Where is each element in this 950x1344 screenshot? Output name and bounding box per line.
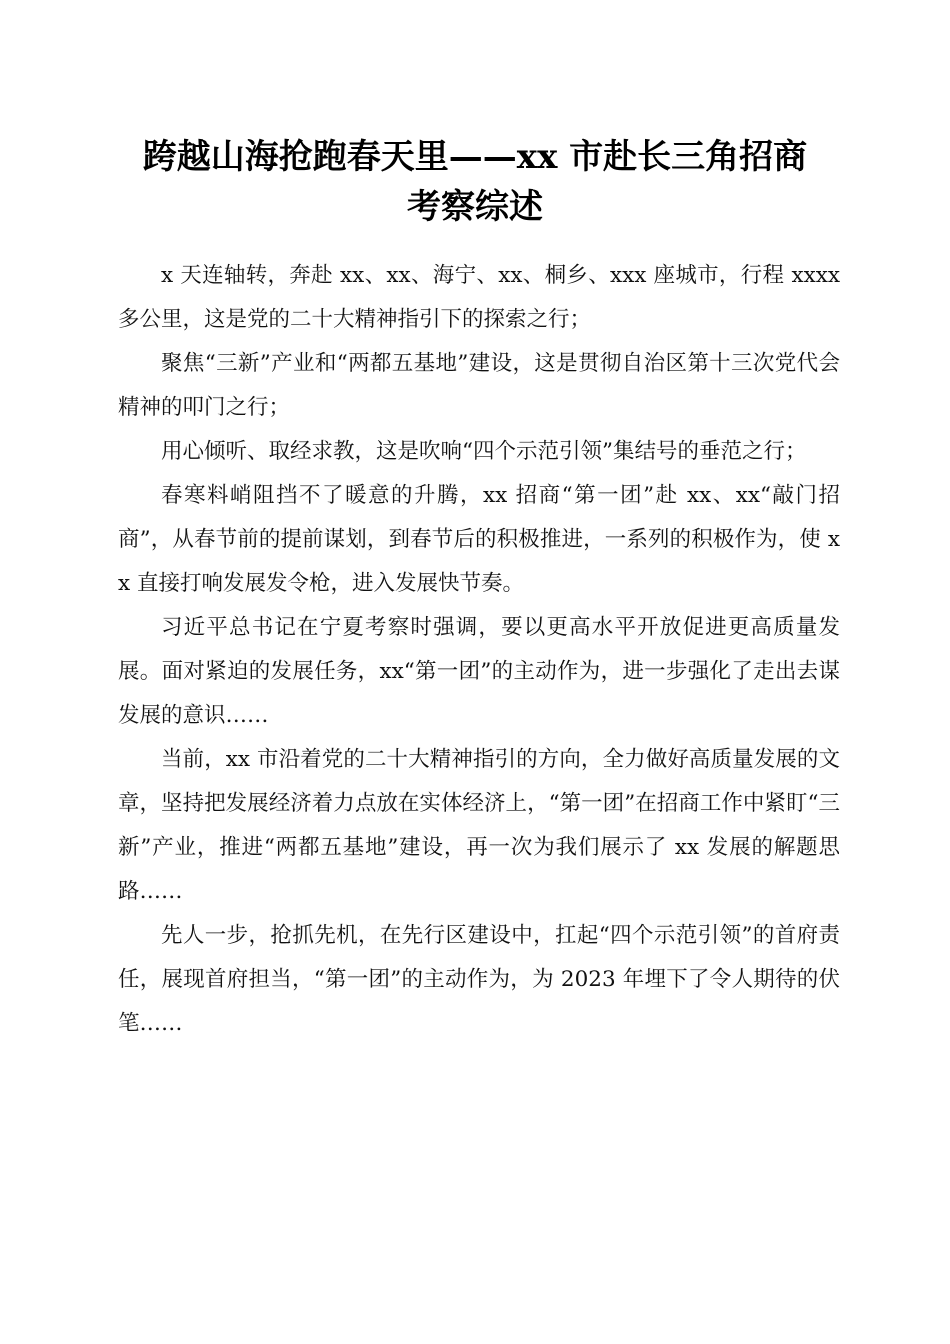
paragraph-6: 当前，xx 市沿着党的二十大精神指引的方向，全力做好高质量发展的文章，坚持把发展经济着力点放在实体经济上，“第一团”在招商工作中紧盯“三新”产业，推进“两都五基地”建设，再一次为我们展示了 xx 发展的解题思路…… — [118, 747, 840, 904]
paragraph-4: 春寒料峭阻挡不了暖意的升腾，xx 招商“第一团”赴 xx、xx“敲门招商”，从春节前的提前谋划，到春节后的积极推进，一系列的积极作为，使 xx 直接打响发展发令枪，进入发展快节奏。 — [118, 483, 840, 596]
title-line-2: 考察综述 — [407, 187, 543, 227]
paragraph-5: 习近平总书记在宁夏考察时强调，要以更高水平开放促进更高质量发展。面对紧迫的发展任务，xx“第一团”的主动作为，进一步强化了走出去谋发展的意识…… — [118, 615, 840, 728]
paragraph-1: x 天连轴转，奔赴 xx、xx、海宁、xx、桐乡、xxx 座城市，行程 xxxx 多公里，这是党的二十大精神指引下的探索之行； — [118, 263, 840, 332]
title-line-1: 跨越山海抢跑春天里——xx 市赴长三角招商 — [142, 137, 808, 177]
paragraph-3: 用心倾听、取经求教，这是吹响“四个示范引领”集结号的垂范之行； — [161, 439, 807, 464]
document-title — [100, 132, 850, 232]
paragraph-2: 聚焦“三新”产业和“两都五基地”建设，这是贯彻自治区第十三次党代会精神的叩门之行； — [118, 351, 840, 420]
document-body — [118, 254, 840, 1046]
paragraph-7: 先人一步，抢抓先机，在先行区建设中，扛起“四个示范引领”的首府责任，展现首府担当，“第一团”的主动作为，为 2023 年埋下了令人期待的伏笔…… — [118, 923, 840, 1036]
